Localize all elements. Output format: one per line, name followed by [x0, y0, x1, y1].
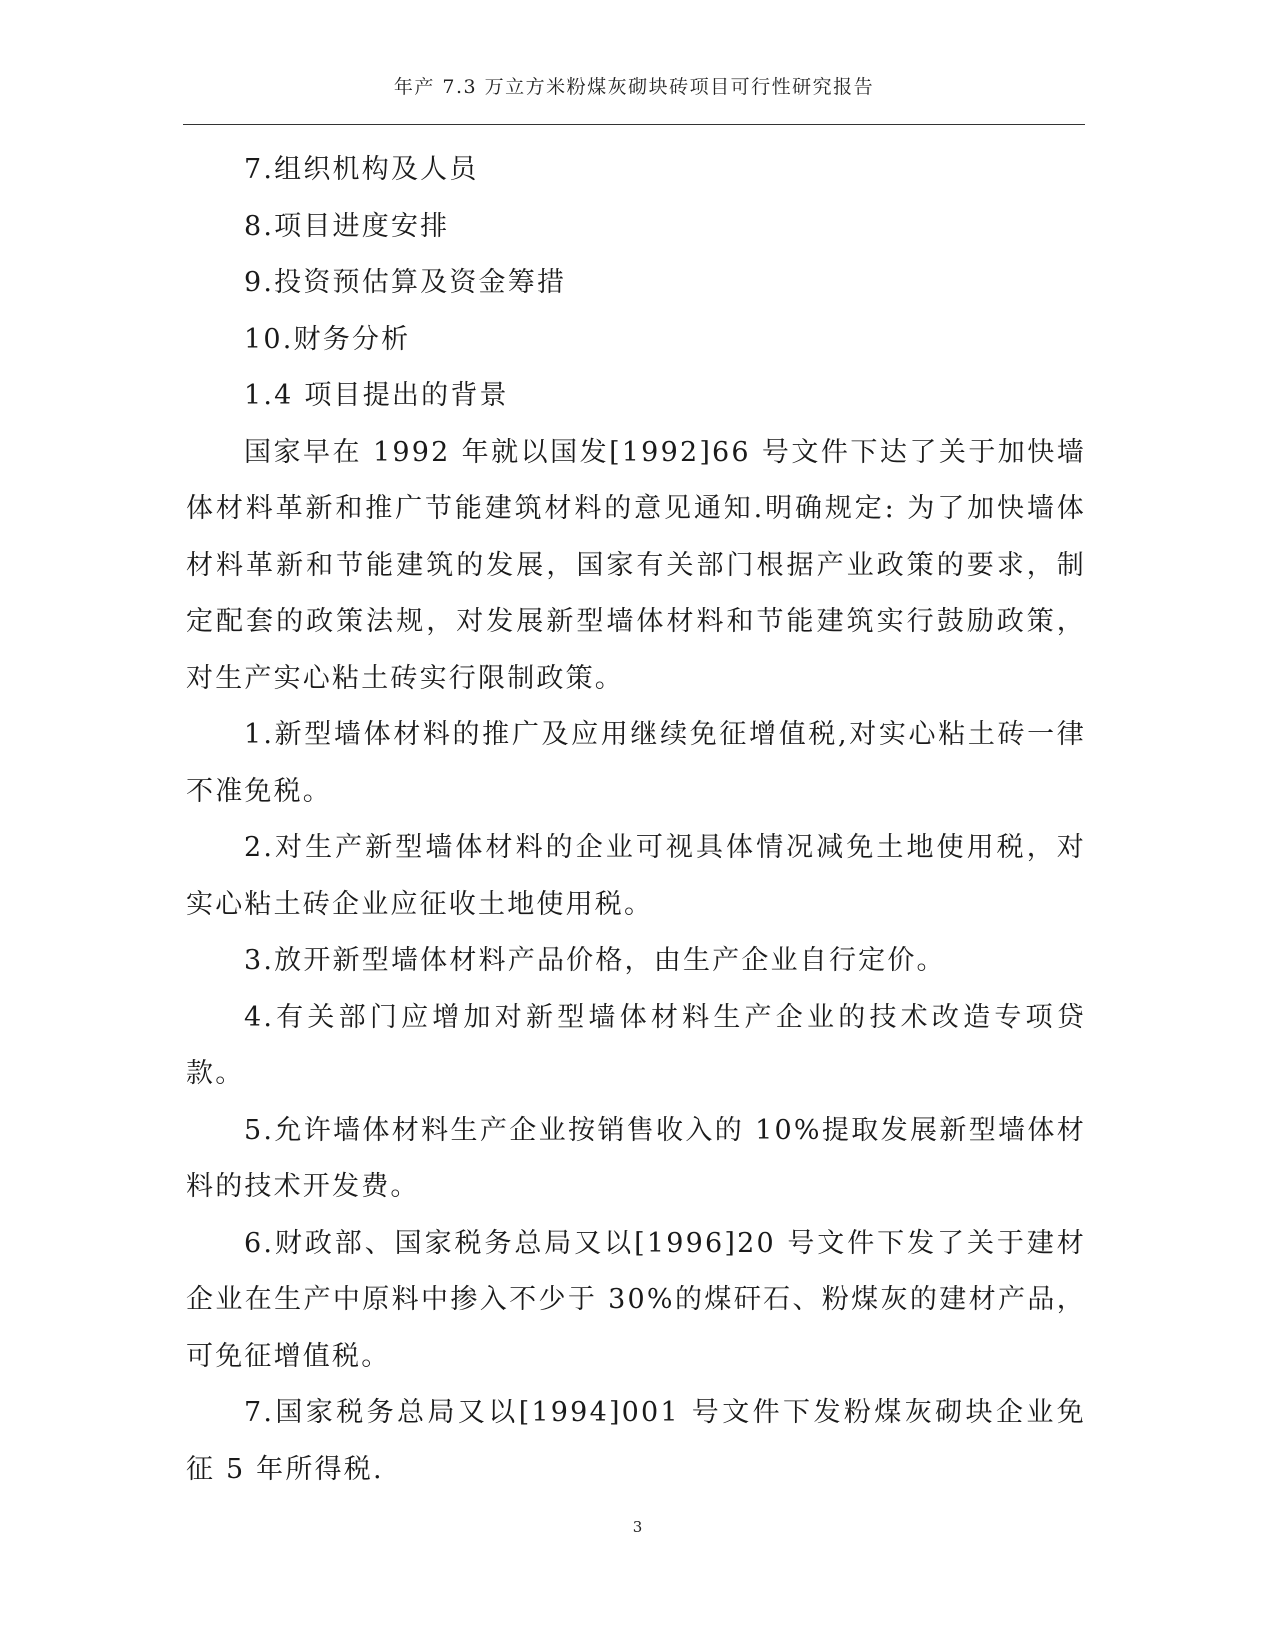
header-divider	[183, 124, 1085, 125]
policy-item-3: 3.放开新型墙体材料产品价格，由生产企业自行定价。	[244, 945, 946, 976]
policy-item-2: 2.对生产新型墙体材料的企业可视具体情况减免土地使用税，对实心粘土砖企业应征收土地使用税。	[186, 832, 1086, 920]
list-item-organization: 7.组织机构及人员	[244, 154, 479, 185]
running-header: 年产 7.3 万立方米粉煤灰砌块砖项目可行性研究报告	[393, 76, 875, 98]
list-item-schedule: 8.项目进度安排	[244, 210, 450, 242]
document-body	[186, 142, 1086, 1498]
page-number: 3	[632, 1518, 643, 1536]
section-heading-background: 1.4 项目提出的背景	[244, 380, 509, 411]
policy-item-6: 6.财政部、国家税务总局又以[1996]20 号文件下发了关于建材企业在生产中原料中掺入不少于 30%的煤矸石、粉煤灰的建材产品，可免征增值税。	[186, 1227, 1086, 1372]
list-item-investment: 9.投资预估算及资金筹措	[244, 267, 567, 298]
paragraph-policy-background: 国家早在 1992 年就以国发[1992]66 号文件下达了关于加快墙体材料革新和推广节能建筑材料的意见通知.明确规定: 为了加快墙体材料革新和节能建筑的发展，国家有关部门根据产业政策的要求，制定配套的政策法规，对发展新型墙体材料和节能建筑实行鼓励政策，对生产实心粘土砖实行限制政策。	[186, 436, 1086, 694]
policy-item-4: 4.有关部门应增加对新型墙体材料生产企业的技术改造专项贷款。	[186, 1001, 1086, 1089]
list-item-financial-analysis: 10.财务分析	[244, 323, 411, 355]
policy-item-7: 7.国家税务总局又以[1994]001 号文件下发粉煤灰砌块企业免征 5 年所得税.	[186, 1397, 1086, 1485]
policy-item-5: 5.允许墙体材料生产企业按销售收入的 10%提取发展新型墙体材料的技术开发费。	[186, 1114, 1086, 1202]
policy-item-1: 1.新型墙体材料的推广及应用继续免征增值税,对实心粘土砖一律不准免税。	[186, 719, 1086, 807]
